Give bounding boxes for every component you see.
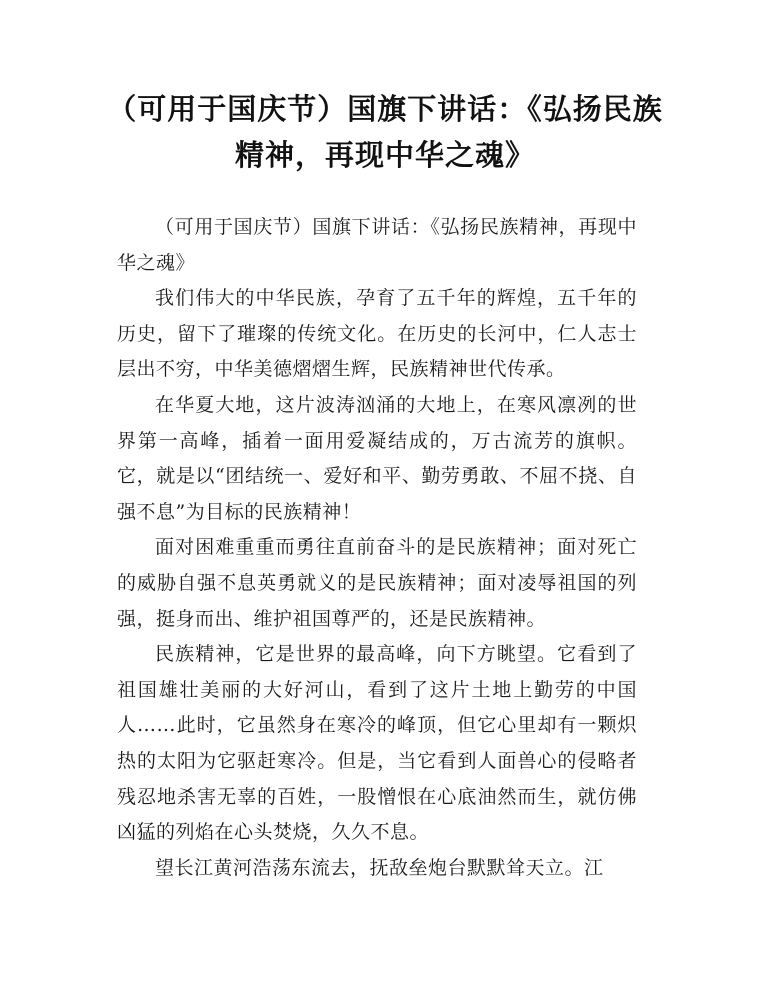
paragraph: 在华夏大地，这片波涛汹涌的大地上，在寒风凛冽的世界第一高峰，插着一面用爱凝结成的，万古流芳的旗帜。它，就是以“团结统一、爱好和平、勤劳勇敢、不屈不挠、自强不息”为目标的民族精神！ [117, 393, 637, 523]
paragraph: 望长江黄河浩荡东流去，抚敌垒炮台默默耸天立。江 [155, 856, 604, 879]
document-title: （可用于国庆节）国旗下讲话：《弘扬民族精神，再现中华之魂》 [107, 92, 663, 172]
paragraph: （可用于国庆节）国旗下讲话：《弘扬民族精神，再现中华之魂》 [117, 216, 637, 274]
document-body [117, 210, 637, 886]
paragraph: 民族精神，它是世界的最高峰，向下方眺望。它看到了祖国雄壮美丽的大好河山，看到了这片土地上勤劳的中国人……此时，它虽然身在寒冷的峰顶，但它心里却有一颗炽热的太阳为它驱赶寒冷。但是，当它看到人面兽心的侵略者残忍地杀害无辜的百姓，一股憎恨在心底油然而生，就仿佛凶猛的列焰在心头焚烧，久久不息。 [117, 643, 637, 844]
paragraph: 面对困难重重而勇往直前奋斗的是民族精神；面对死亡的威胁自强不息英勇就义的是民族精神；面对凌辱祖国的列强，挺身而出、维护祖国尊严的，还是民族精神。 [117, 536, 637, 630]
paragraph: 我们伟大的中华民族，孕育了五千年的辉煌，五千年的历史，留下了璀璨的传统文化。在历史的长河中，仁人志士层出不穷，中华美德熠熠生辉，民族精神世代传承。 [117, 287, 637, 381]
